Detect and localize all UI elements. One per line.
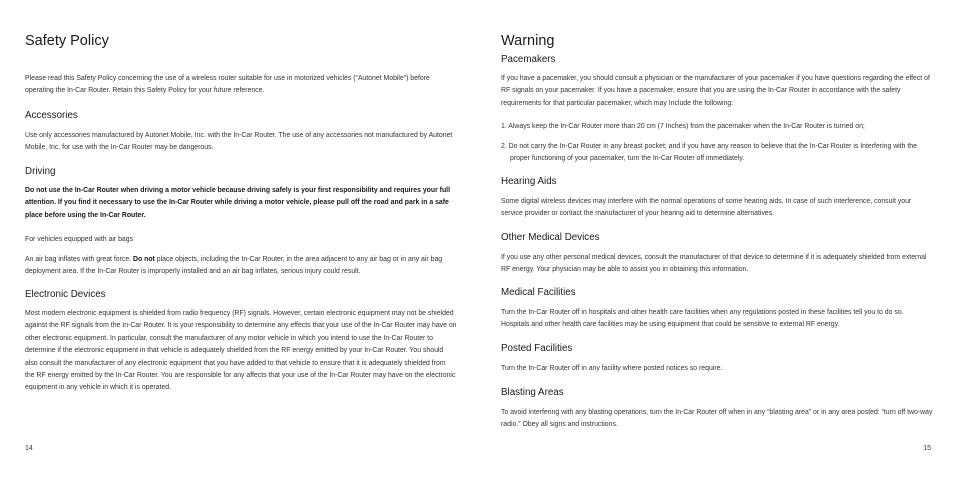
- airbags-text-pre: An air bag inflates with great force.: [25, 256, 134, 263]
- medical-facilities-heading: Medical Facilities: [501, 287, 576, 298]
- driving-paragraph: Do not use the In-Car Router when driving a motor vehicle because driving safely is your first responsibility and requires your full attention. If you find it necessary to use the In-Car Router while driving a motor vehicle, please pull off the road and park in a safe place before using the In-Car Router.: [25, 187, 451, 219]
- pacemakers-list-item: 1. Always keep the In-Car Router more than 20 cm (7 Inches) from the pacemaker when the In-Car Router is turned on;: [501, 123, 865, 130]
- right-page-title: Warning: [501, 33, 555, 49]
- right-page: [501, 0, 933, 477]
- accessories-paragraph: Use only accessories manufactured by Autonet Mobile, Inc. with the In-Car Router. The use of any accessories not manufactured by Autonet Mobile, Inc. for use with the In-Car Router may be dangerous.: [25, 132, 453, 152]
- left-page-title: Safety Policy: [25, 33, 109, 49]
- other-medical-heading: Other Medical Devices: [501, 232, 600, 243]
- airbags-text-post: place objects, including the In-Car Router, in the area adjacent to any air bag or in any air bag deployment area. If the In-Car Router is improperly installed and an air bag inflates, serious injury could result.: [25, 256, 443, 276]
- pacemakers-heading: Pacemakers: [501, 54, 556, 65]
- driving-heading: Driving: [25, 166, 56, 177]
- airbags-heading: For vehicles equipped with air bags: [25, 236, 134, 243]
- left-page: [25, 0, 457, 477]
- airbags-text-bold: Do not: [133, 256, 155, 263]
- other-medical-paragraph: If you use any other personal medical devices, consult the manufacturer of that device to determine if it is adequately shielded from external RF energy. Your physician may be able to assist you in obtaining this information.: [501, 254, 927, 274]
- left-page-number: 14: [25, 445, 33, 452]
- airbags-paragraph: [25, 254, 457, 279]
- posted-facilities-paragraph: Turn the In-Car Router off in any facility where posted notices so require.: [501, 365, 723, 372]
- hearing-heading: Hearing Aids: [501, 176, 557, 187]
- pacemakers-list-item: 2. Do not carry the In-Car Router in any breast pocket; and if you have any reason to believe that the In-Car Router is Interfering with the proper functioning of your pacemaker, turn the In-Car Router off immediately.: [501, 143, 917, 162]
- posted-facilities-heading: Posted Facilities: [501, 343, 573, 354]
- blasting-heading: Blasting Areas: [501, 387, 564, 398]
- medical-facilities-paragraph: Turn the In-Car Router off in hospitals and other health care facilities when any regulations posted in these facilities tell you to do so. Hospitals and other health care facilities may be using equipment that could be sensitive to external RF energy.: [501, 309, 904, 329]
- blasting-paragraph: To avoid interfering with any blasting operations, turn the In-Car Router off when in any “blasting area” or in any area posted: “turn off two-way radio.” Obey all signs and instructions.: [501, 409, 933, 429]
- electronic-heading: Electronic Devices: [25, 289, 106, 300]
- accessories-heading: Accessories: [25, 110, 78, 121]
- intro-paragraph: Please read this Safety Policy concerning the use of a wireless router suitable for use in motorized vehicles (“Autonet Mobile”) before operating the In-Car Router. Retain this Safety Policy for your future reference.: [25, 75, 430, 95]
- hearing-paragraph: Some digital wireless devices may interfere with the normal operations of some hearing aids. In case of such interference, consult your service provider or contact the manufacturer of your hearing aid to determine alternatives.: [501, 198, 912, 218]
- pacemakers-paragraph: If you have a pacemaker, you should consult a physician or the manufacturer of your pacemaker if you have questions regarding the effect of RF signals on your pacemaker. If you have a pacemaker, ensure that you are using the In-Car Router in accordance with the safety requirements for that particular pacemaker, which may Include the following:: [501, 75, 930, 107]
- right-page-number: 15: [923, 445, 931, 452]
- electronic-paragraph: Most modern electronic equipment is shielded from radio frequency (RF) signals. However, certain electronic equipment may not be shielded against the RF signals from the In-Car Router. It is your responsibility to determine any effects that your use of the In-Car Router may have on other electronic equipment. In particular, consult the manufacturer of any motor vehicle in which you intend to use the In-Car Router to determine if the electronic equipment in that vehicle is adequately shielded from the RF energy emitted by your In-Car Router. You should also consult the manufacturer of any electronic equipment that you have added to that vehicle to ensure that it is adequately shielded from the RF energy emitted by the In-Car Router. You are responsible for any affects that your use of the In-Car Router may have on the electronic equipment in any vehicle in which it is operated.: [25, 310, 457, 392]
